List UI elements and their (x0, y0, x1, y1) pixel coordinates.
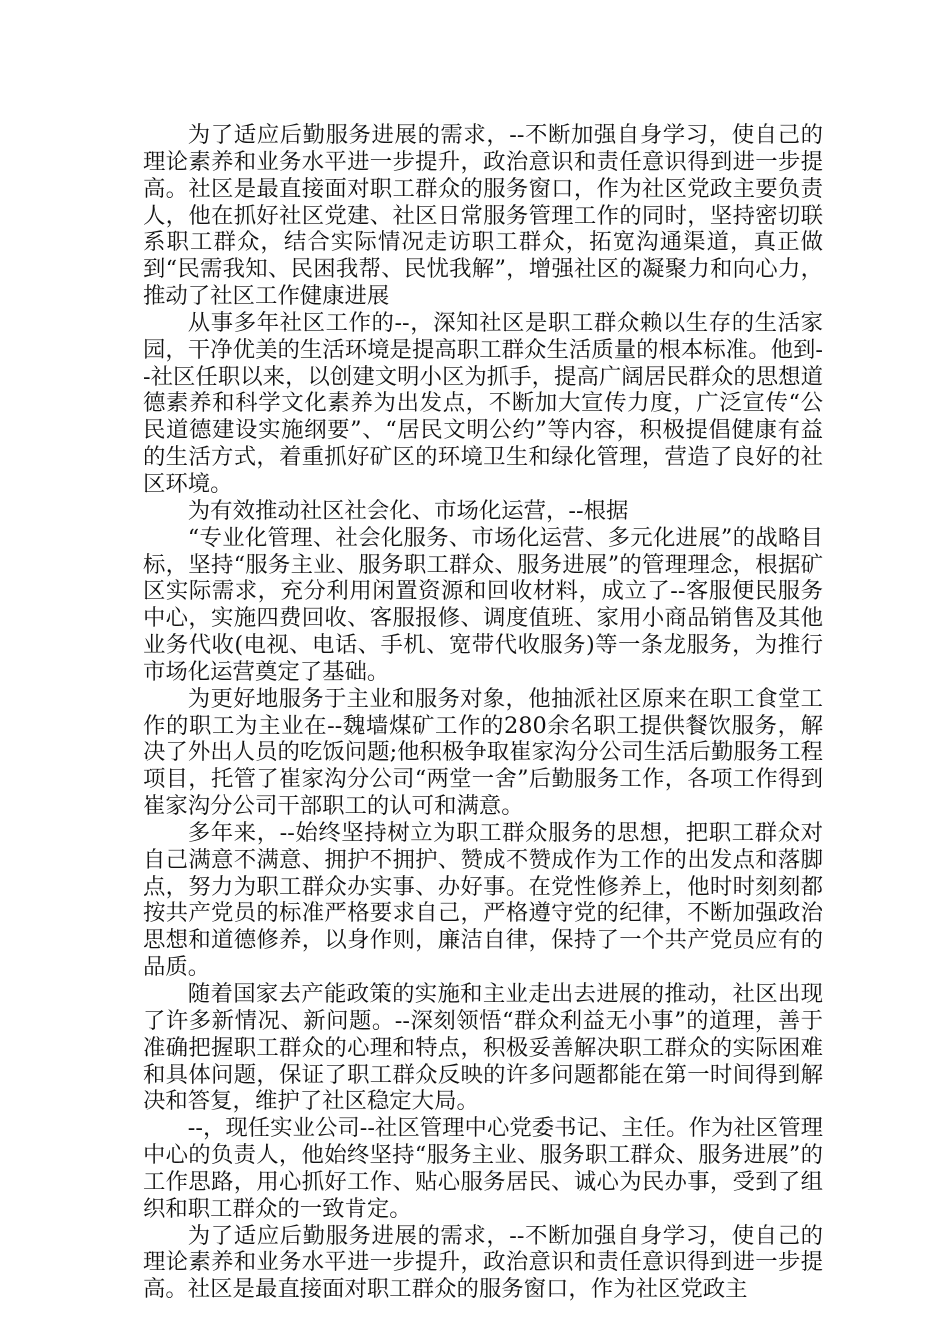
paragraph-8: --，现任实业公司--社区管理中心党委书记、主任。作为社区管理中心的负责人，他始终坚持“服务主业、服务职工群众、服务进展”的工作思路，用心抓好工作、贴心服务居民、诚心为民办事，受到了组织和职工群众的一致肯定。 (143, 1115, 823, 1222)
paragraph-1: 为了适应后勤服务进展的需求，--不断加强自身学习，使自己的理论素养和业务水平进一步提升，政治意识和责任意识得到进一步提高。社区是最直接面对职工群众的服务窗口，作为社区党政主要负责人，他在抓好社区党建、社区日常服务管理工作的同时，坚持密切联系职工群众，结合实际情况走访职工群众，拓宽沟通渠道，真正做到“民需我知、民困我帮、民忧我解”，增强社区的凝聚力和向心力，推动了社区工作健康进展 (143, 122, 823, 310)
paragraph-6: 多年来，--始终坚持树立为职工群众服务的思想，把职工群众对自己满意不满意、拥护不拥护、赞成不赞成作为工作的出发点和落脚点，努力为职工群众办实事、办好事。在党性修养上，他时时刻刻都按共产党员的标准严格要求自己，严格遵守党的纪律，不断加强政治思想和道德修养，以身作则，廉洁自律，保持了一个共产党员应有的品质。 (143, 819, 823, 981)
paragraph-2: 从事多年社区工作的--，深知社区是职工群众赖以生存的生活家园，干净优美的生活环境是提高职工群众生活质量的根本标准。他到--社区任职以来，以创建文明小区为抓手，提高广阔居民群众的思想道德素养和科学文化素养为出发点，不断加大宣传力度，广泛宣传“公民道德建设实施纲要”、“居民文明公约”等内容，积极提倡健康有益的生活方式，着重抓好矿区的环境卫生和绿化管理，营造了良好的社区环境。 (143, 309, 823, 497)
document-body (143, 122, 823, 1303)
paragraph-3: 为有效推动社区社会化、市场化运营，--根据 (187, 497, 629, 524)
paragraph-9: 为了适应后勤服务进展的需求，--不断加强自身学习，使自己的理论素养和业务水平进一步提升，政治意识和责任意识得到进一步提高。社区是最直接面对职工群众的服务窗口，作为社区党政主 (143, 1222, 823, 1303)
paragraph-4: “专业化管理、社会化服务、市场化运营、多元化进展”的战略目标，坚持“服务主业、服务职工群众、服务进展”的管理理念，根据矿区实际需求，充分利用闲置资源和回收材料，成立了--客服便民服务中心，实施四费回收、客服报修、调度值班、家用小商品销售及其他业务代收(电视、电话、手机、宽带代收服务)等一条龙服务，为推行市场化运营奠定了基础。 (143, 524, 823, 685)
paragraph-7: 随着国家去产能政策的实施和主业走出去进展的推动，社区出现了许多新情况、新问题。--深刻领悟“群众利益无小事”的道理，善于准确把握职工群众的心理和特点，积极妥善解决职工群众的实际困难和具体问题，保证了职工群众反映的许多问题都能在第一时间得到解决和答复，维护了社区稳定大局。 (143, 981, 823, 1115)
paragraph-5: 为更好地服务于主业和服务对象，他抽派社区原来在职工食堂工作的职工为主业在--魏墙煤矿工作的280余名职工提供餐饮服务，解决了外出人员的吃饭问题;他积极争取崔家沟分公司生活后勤服务工程项目，托管了崔家沟分公司“两堂一舍”后勤服务工作，各项工作得到崔家沟分公司干部职工的认可和满意。 (143, 685, 823, 820)
